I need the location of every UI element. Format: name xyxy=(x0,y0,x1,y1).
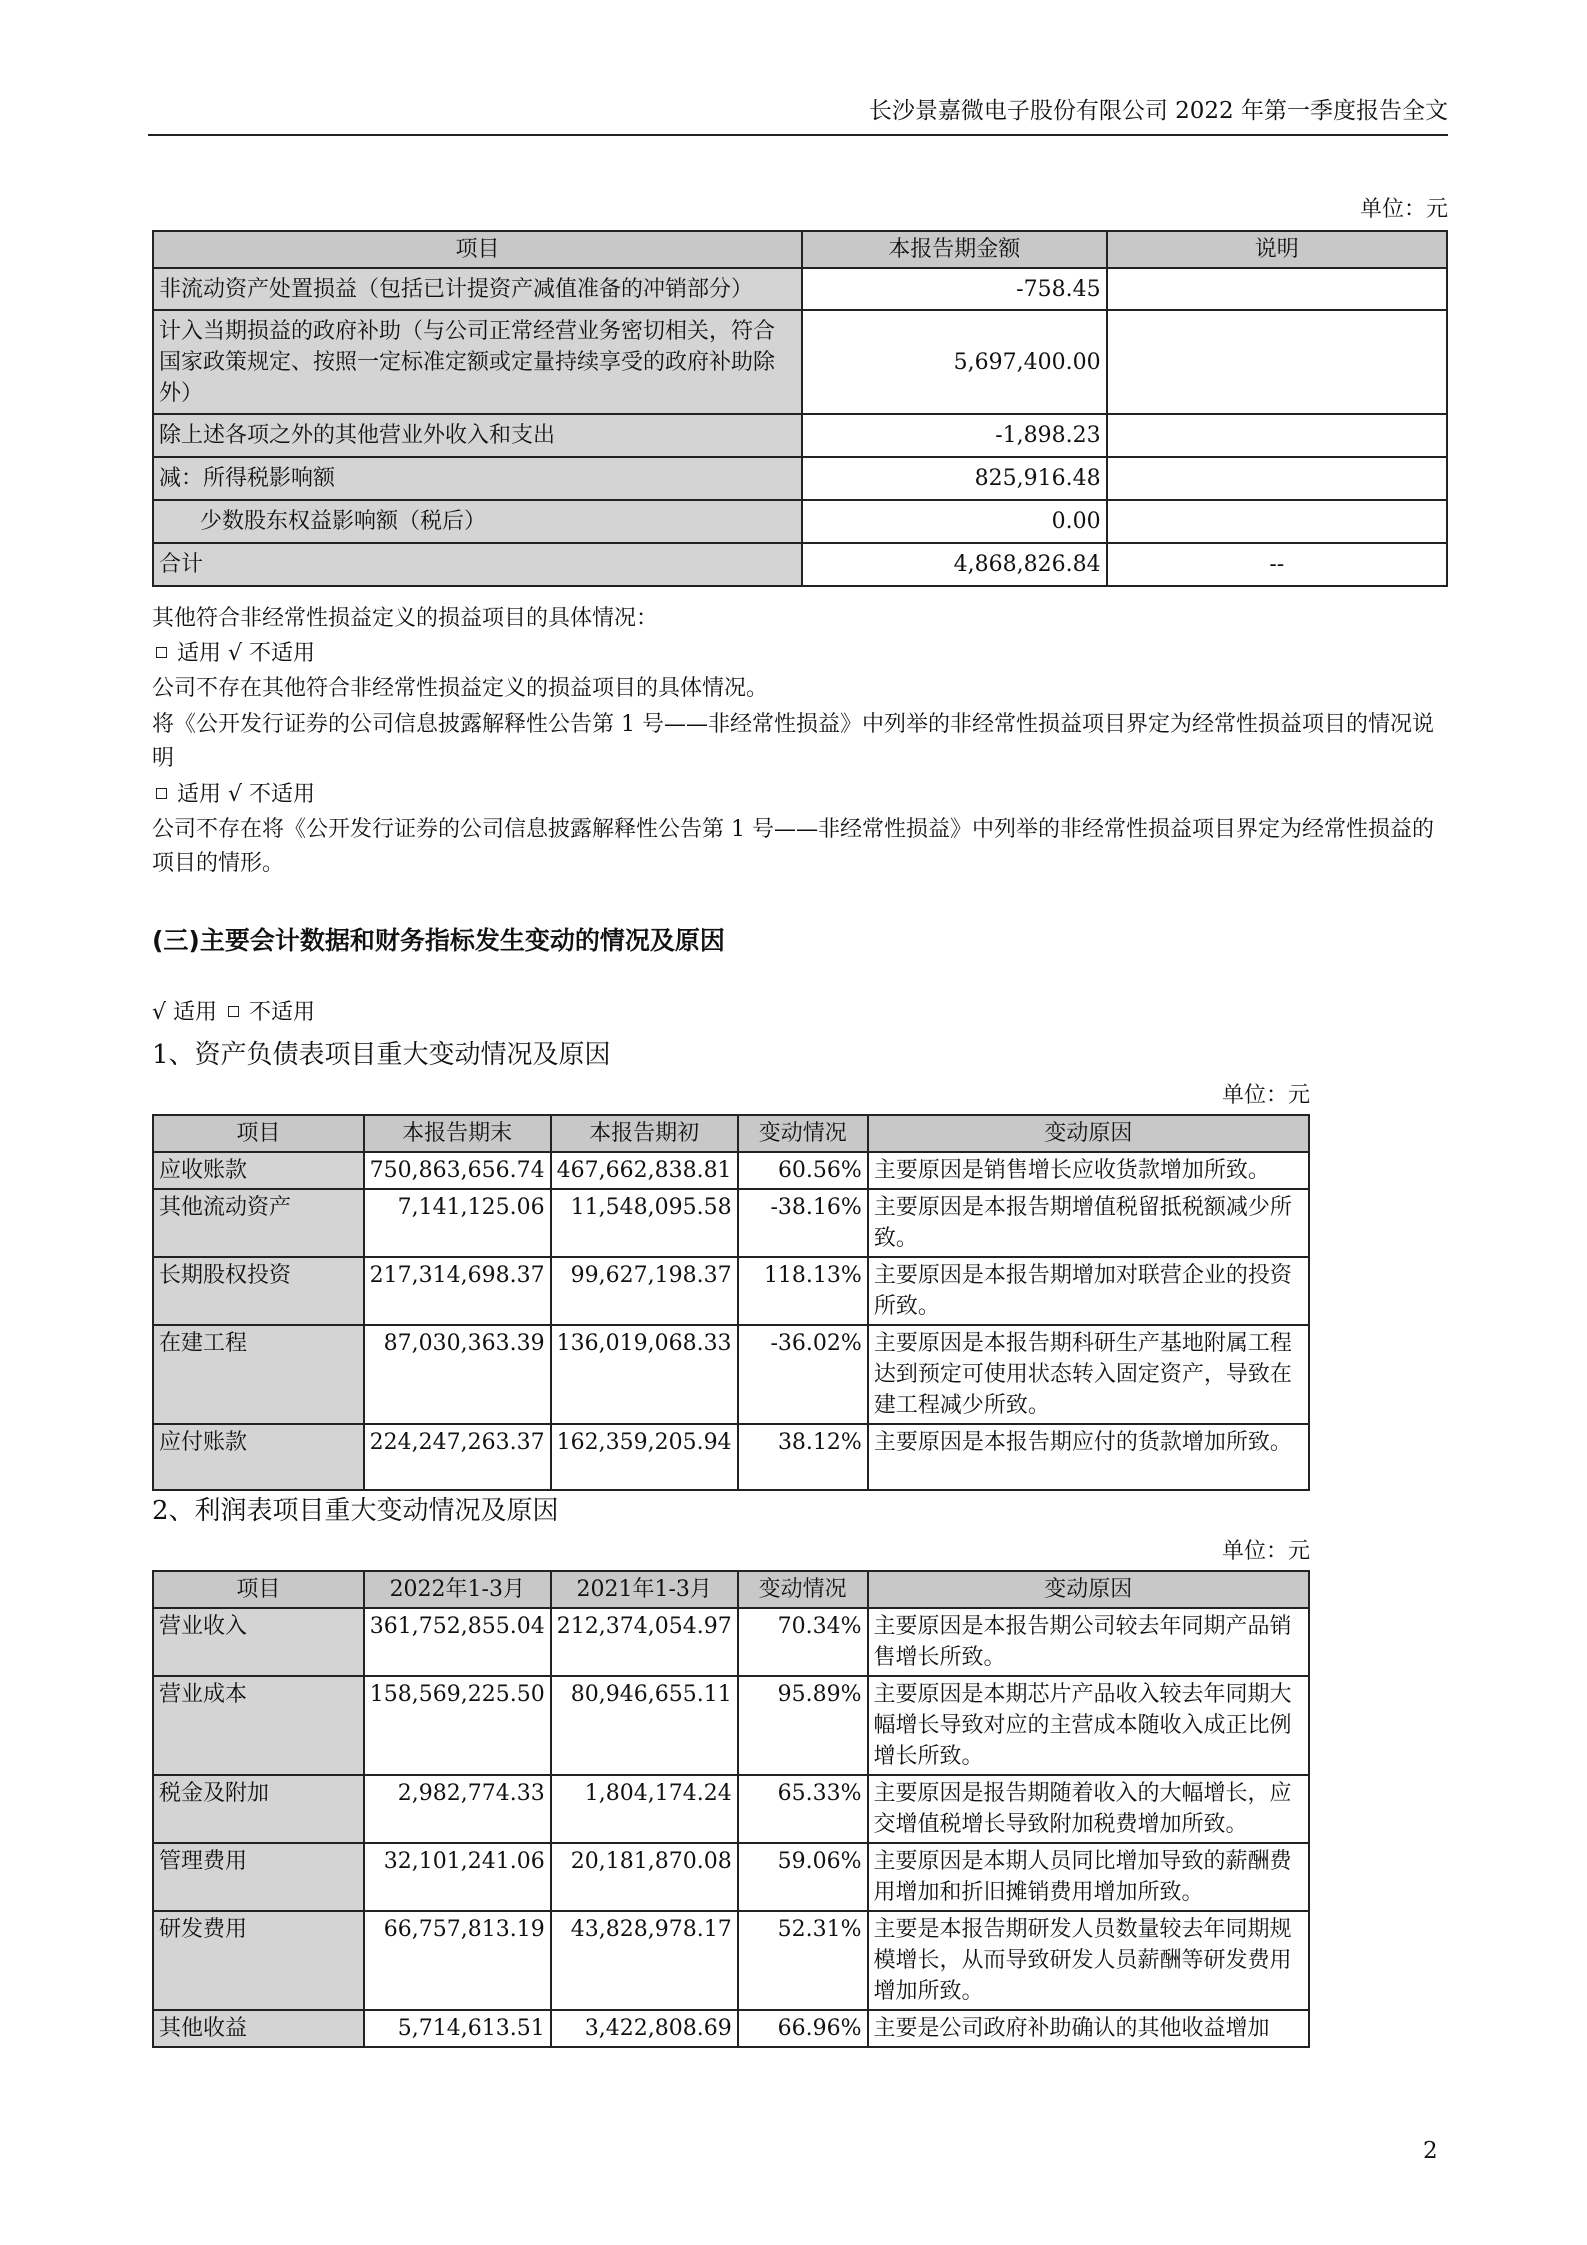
amount-cell: -1,898.23 xyxy=(802,414,1107,457)
column-header: 项目 xyxy=(153,1115,364,1152)
unit-label: 单位：元 xyxy=(1359,197,1448,222)
column-header: 本报告期初 xyxy=(551,1115,738,1152)
value-cell: 361,752,855.04 xyxy=(364,1608,551,1676)
change-cell: 66.96% xyxy=(738,2010,868,2047)
item-cell: 其他流动资产 xyxy=(153,1189,364,1257)
column-header: 变动原因 xyxy=(868,1115,1309,1152)
change-cell: 52.31% xyxy=(738,1911,868,2010)
change-cell: 95.89% xyxy=(738,1676,868,1775)
item-cell: 应收账款 xyxy=(153,1152,364,1189)
reason-cell: 主要是本报告期研发人员数量较去年同期规模增长，从而导致研发人员薪酬等研发费用增加所致。 xyxy=(868,1911,1310,2010)
table-row xyxy=(153,1257,1309,1325)
item-cell: 长期股权投资 xyxy=(153,1257,364,1325)
item-cell: 应付账款 xyxy=(153,1424,364,1490)
balance-sheet-table xyxy=(152,1114,1310,1491)
table-row xyxy=(153,543,1447,586)
value-cell: 750,863,656.74 xyxy=(364,1152,551,1189)
column-header: 项目 xyxy=(153,231,802,268)
value-cell: 7,141,125.06 xyxy=(364,1189,551,1257)
page-number: 2 xyxy=(1423,2138,1438,2164)
table-row xyxy=(153,1775,1309,1843)
note-cell xyxy=(1107,414,1447,457)
amount-cell: 4,868,826.84 xyxy=(802,543,1107,586)
item-cell: 计入当期损益的政府补助（与公司正常经营业务密切相关，符合国家政策规定、按照一定标准定额或定量持续享受的政府补助除外） xyxy=(153,310,802,414)
report-title: 长沙景嘉微电子股份有限公司 2022 年第一季度报告全文 xyxy=(868,98,1448,124)
table-row xyxy=(153,1676,1309,1775)
value-cell: 87,030,363.39 xyxy=(364,1325,551,1424)
item-cell: 合计 xyxy=(153,543,802,586)
column-header: 变动情况 xyxy=(738,1115,868,1152)
change-cell: -38.16% xyxy=(738,1189,868,1257)
value-cell: 3,422,808.69 xyxy=(551,2010,738,2047)
section-title: (三)主要会计数据和财务指标发生变动的情况及原因 xyxy=(152,926,725,955)
table-header-row xyxy=(153,1115,1309,1152)
table-row xyxy=(153,1152,1309,1189)
item-cell: 研发费用 xyxy=(153,1911,364,2010)
value-cell: 467,662,838.81 xyxy=(551,1152,738,1189)
note-cell xyxy=(1107,268,1447,310)
column-header: 2022年1-3月 xyxy=(364,1571,551,1608)
income-subtitle: 2、利润表项目重大变动情况及原因 xyxy=(152,1496,559,1526)
item-cell: 管理费用 xyxy=(153,1843,364,1911)
note-paragraph: 公司不存在其他符合非经常性损益定义的损益项目的具体情况。 xyxy=(152,676,769,701)
item-cell: 税金及附加 xyxy=(153,1775,364,1843)
table-row xyxy=(153,414,1447,457)
table-row xyxy=(153,268,1447,310)
change-cell: 70.34% xyxy=(738,1608,868,1676)
table-header-row xyxy=(153,1571,1309,1608)
amount-cell: 0.00 xyxy=(802,500,1107,543)
option-not-applicable: 不适用 xyxy=(249,1000,316,1025)
item-cell: 少数股东权益影响额（税后） xyxy=(153,500,802,543)
note-paragraph: 将《公开发行证券的公司信息披露解释性公告第 1 号——非经常性损益》中列举的非经常性损益项目界定为经常性损益项目的情况说明 xyxy=(152,712,1434,771)
table-header-row xyxy=(153,231,1447,268)
table-row xyxy=(153,1911,1309,2010)
column-header: 本报告期金额 xyxy=(802,231,1107,268)
column-header: 本报告期末 xyxy=(364,1115,551,1152)
value-cell: 2,982,774.33 xyxy=(364,1775,551,1843)
item-cell: 非流动资产处置损益（包括已计提资产减值准备的冲销部分） xyxy=(153,268,802,310)
note-paragraph: 其他符合非经常性损益定义的损益项目的具体情况： xyxy=(152,606,659,631)
column-header: 变动情况 xyxy=(738,1571,868,1608)
item-cell: 除上述各项之外的其他营业外收入和支出 xyxy=(153,414,802,457)
note-cell xyxy=(1107,500,1447,543)
option-applicable: √ 适用 xyxy=(152,1000,218,1025)
reason-cell: 主要原因是本报告期应付的货款增加所致。 xyxy=(868,1424,1309,1490)
column-header: 项目 xyxy=(153,1571,364,1608)
value-cell: 5,714,613.51 xyxy=(364,2010,551,2047)
value-cell: 217,314,698.37 xyxy=(364,1257,551,1325)
page-header xyxy=(148,96,1448,136)
value-cell: 80,946,655.11 xyxy=(551,1676,738,1775)
table-row xyxy=(153,310,1447,414)
unit-label: 单位：元 xyxy=(1221,1539,1310,1564)
reason-cell: 主要原因是本期人员同比增加导致的薪酬费用增加和折旧摊销费用增加所致。 xyxy=(868,1843,1310,1911)
option-applicable: 适用 xyxy=(177,641,222,666)
table-row xyxy=(153,1189,1309,1257)
item-cell: 营业收入 xyxy=(153,1608,364,1676)
balance-subtitle: 1、资产负债表项目重大变动情况及原因 xyxy=(152,1040,611,1070)
reason-cell: 主要原因是本报告期科研生产基地附属工程达到预定可使用状态转入固定资产，导致在建工程减少所致。 xyxy=(868,1325,1309,1424)
amount-cell: 825,916.48 xyxy=(802,457,1107,500)
reason-cell: 主要原因是本报告期公司较去年同期产品销售增长所致。 xyxy=(868,1608,1310,1676)
table-row xyxy=(153,1608,1309,1676)
checkbox-icon xyxy=(228,1006,239,1017)
note-cell xyxy=(1107,310,1447,414)
reason-cell: 主要原因是本报告期增值税留抵税额减少所致。 xyxy=(868,1189,1309,1257)
value-cell: 11,548,095.58 xyxy=(551,1189,738,1257)
value-cell: 162,359,205.94 xyxy=(551,1424,738,1490)
item-cell: 营业成本 xyxy=(153,1676,364,1775)
reason-cell: 主要原因是报告期随着收入的大幅增长，应交增值税增长导致附加税费增加所致。 xyxy=(868,1775,1310,1843)
value-cell: 158,569,225.50 xyxy=(364,1676,551,1775)
value-cell: 136,019,068.33 xyxy=(551,1325,738,1424)
applicability-line xyxy=(152,778,1452,812)
table-row xyxy=(153,2010,1309,2047)
column-header: 变动原因 xyxy=(868,1571,1310,1608)
table-row xyxy=(153,1843,1309,1911)
option-applicable: 适用 xyxy=(177,782,222,807)
value-cell: 212,374,054.97 xyxy=(551,1608,738,1676)
option-not-applicable: √ 不适用 xyxy=(228,782,316,807)
change-cell: -36.02% xyxy=(738,1325,868,1424)
change-cell: 60.56% xyxy=(738,1152,868,1189)
reason-cell: 主要原因是销售增长应收货款增加所致。 xyxy=(868,1152,1309,1189)
change-cell: 65.33% xyxy=(738,1775,868,1843)
value-cell: 66,757,813.19 xyxy=(364,1911,551,2010)
item-cell: 其他收益 xyxy=(153,2010,364,2047)
change-cell: 59.06% xyxy=(738,1843,868,1911)
non-recurring-table xyxy=(152,230,1448,587)
note-cell xyxy=(1107,457,1447,500)
reason-cell: 主要原因是本报告期增加对联营企业的投资所致。 xyxy=(868,1257,1309,1325)
checkbox-icon xyxy=(156,788,167,799)
table-row xyxy=(153,1424,1309,1490)
amount-cell: -758.45 xyxy=(802,268,1107,310)
income-statement-table xyxy=(152,1570,1310,2048)
value-cell: 20,181,870.08 xyxy=(551,1843,738,1911)
checkbox-icon xyxy=(156,647,167,658)
column-header: 2021年1-3月 xyxy=(551,1571,738,1608)
value-cell: 224,247,263.37 xyxy=(364,1424,551,1490)
applicability-line xyxy=(152,996,1452,1030)
unit-label: 单位：元 xyxy=(1221,1083,1310,1108)
reason-cell: 主要原因是本期芯片产品收入较去年同期大幅增长导致对应的主营成本随收入成正比例增长所致。 xyxy=(868,1676,1310,1775)
item-cell: 在建工程 xyxy=(153,1325,364,1424)
note-paragraph: 公司不存在将《公开发行证券的公司信息披露解释性公告第 1 号——非经常性损益》中列举的非经常性损益项目界定为经常性损益的项目的情形。 xyxy=(152,817,1434,876)
column-header: 说明 xyxy=(1107,231,1447,268)
value-cell: 43,828,978.17 xyxy=(551,1911,738,2010)
table-row xyxy=(153,457,1447,500)
value-cell: 32,101,241.06 xyxy=(364,1843,551,1911)
reason-cell: 主要是公司政府补助确认的其他收益增加 xyxy=(868,2010,1310,2047)
value-cell: 1,804,174.24 xyxy=(551,1775,738,1843)
value-cell: 99,627,198.37 xyxy=(551,1257,738,1325)
note-cell: -- xyxy=(1107,543,1447,586)
applicability-line xyxy=(152,637,1452,671)
amount-cell: 5,697,400.00 xyxy=(802,310,1107,414)
change-cell: 38.12% xyxy=(738,1424,868,1490)
table-row xyxy=(153,1325,1309,1424)
change-cell: 118.13% xyxy=(738,1257,868,1325)
item-cell: 减：所得税影响额 xyxy=(153,457,802,500)
table-row xyxy=(153,500,1447,543)
option-not-applicable: √ 不适用 xyxy=(228,641,316,666)
